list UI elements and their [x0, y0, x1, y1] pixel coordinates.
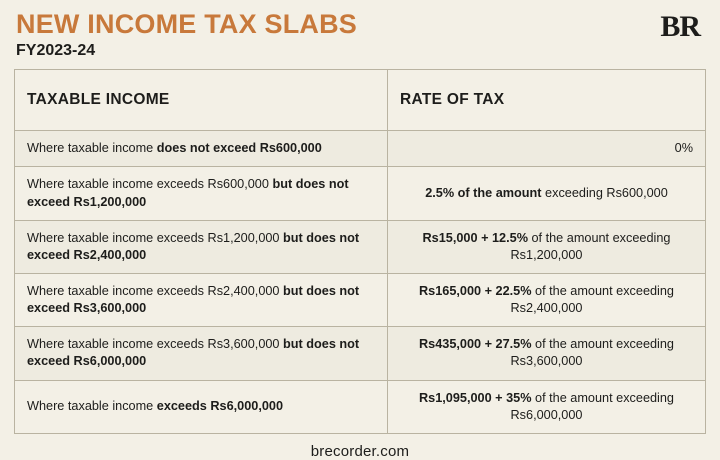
cell-taxable-income	[15, 220, 388, 273]
income-text-prefix: Where taxable income	[27, 141, 157, 156]
header	[14, 0, 706, 59]
table-row	[15, 167, 706, 220]
table-row	[15, 380, 706, 433]
table-row	[15, 327, 706, 380]
table-row	[15, 220, 706, 273]
rate-text-tail: Rs1,200,000	[510, 247, 583, 262]
rate-text-plain: exceeding Rs600,000	[545, 185, 668, 200]
table-header-row	[15, 70, 706, 131]
income-text-prefix: Where taxable income exceeds Rs3,600,000	[27, 337, 284, 352]
table-row	[15, 273, 706, 326]
source-footer: brecorder.com	[310, 442, 410, 460]
rate-text-bold: Rs165,000 + 22.5%	[418, 283, 536, 298]
cell-rate-of-tax	[388, 167, 706, 220]
cell-taxable-income	[15, 380, 388, 433]
cell-rate-of-tax	[388, 273, 706, 326]
rate-text-tail: Rs6,000,000	[510, 407, 583, 422]
column-header-taxable-income: TAXABLE INCOME	[15, 70, 388, 131]
income-text-prefix: Where taxable income	[27, 399, 157, 414]
income-text-prefix: Where taxable income exceeds Rs2,400,000	[27, 283, 284, 298]
rate-text-bold: Rs15,000 + 12.5%	[422, 230, 532, 245]
rate-text-plain: of the amount exceeding	[535, 337, 674, 352]
table-body	[15, 131, 706, 434]
rate-text-bold: 2.5% of the amount	[425, 185, 546, 200]
cell-rate-of-tax	[388, 220, 706, 273]
rate-text-plain: of the amount exceeding	[535, 390, 674, 405]
page-title: NEW INCOME TAX SLABS	[16, 9, 357, 39]
rate-text-bold: Rs1,095,000 + 35%	[418, 390, 536, 405]
income-text-bold: but does not exceed Rs2,400,000	[27, 230, 360, 262]
table-row	[15, 131, 706, 167]
rate-text-bold: Rs435,000 + 27.5%	[418, 337, 536, 352]
br-logo: BR	[660, 10, 700, 43]
cell-taxable-income	[15, 167, 388, 220]
cell-rate-of-tax	[388, 327, 706, 380]
tax-slab-table	[14, 69, 706, 434]
rate-text-plain: of the amount exceeding	[531, 230, 671, 245]
cell-taxable-income	[15, 131, 388, 167]
rate-text-tail: Rs3,600,000	[510, 354, 583, 369]
income-text-prefix: Where taxable income exceeds Rs600,000	[27, 177, 273, 192]
income-text-prefix: Where taxable income exceeds Rs1,200,000	[27, 230, 284, 245]
rate-text-plain: 0%	[674, 141, 693, 156]
page-subtitle: FY2023-24	[16, 41, 96, 59]
cell-rate-of-tax	[388, 380, 706, 433]
cell-taxable-income	[15, 327, 388, 380]
income-text-bold: exceeds Rs6,000,000	[156, 399, 284, 414]
rate-text-plain: of the amount exceeding	[535, 283, 674, 298]
cell-taxable-income	[15, 273, 388, 326]
income-text-bold: but does not exceed Rs1,200,000	[27, 177, 349, 209]
title-block	[14, 10, 357, 59]
rate-text-tail: Rs2,400,000	[510, 301, 583, 316]
cell-rate-of-tax	[388, 131, 706, 167]
column-header-rate-of-tax: RATE OF TAX	[388, 70, 706, 131]
income-text-bold: but does not exceed Rs3,600,000	[27, 283, 360, 316]
income-text-bold: but does not exceed Rs6,000,000	[27, 337, 360, 369]
income-text-bold: does not exceed Rs600,000	[156, 141, 322, 156]
table-head	[15, 70, 706, 131]
